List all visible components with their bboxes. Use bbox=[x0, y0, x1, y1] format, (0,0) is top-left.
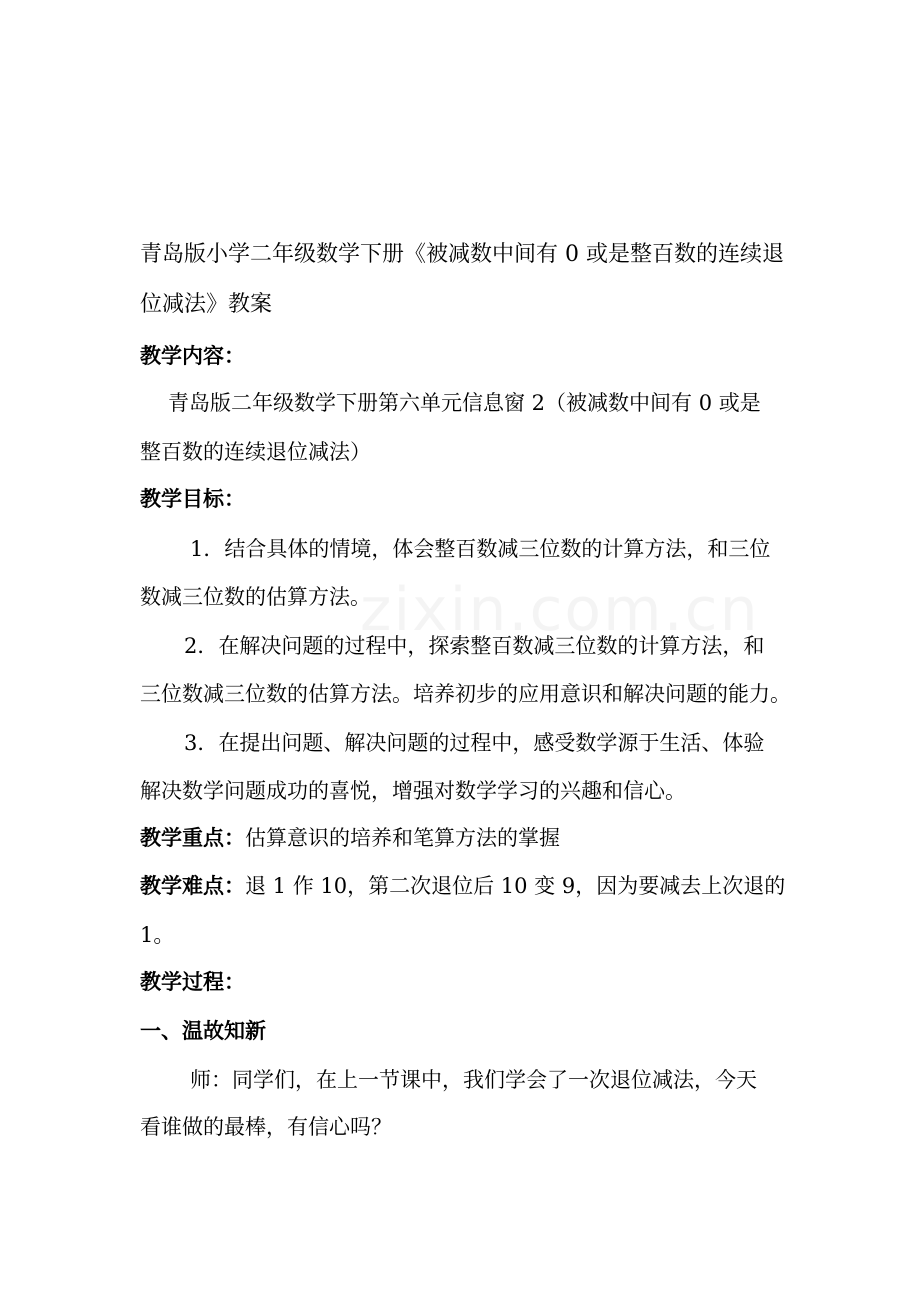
teaching-content-heading: 教学内容： bbox=[140, 343, 245, 368]
section-1-line-2: 看谁做的最棒，有信心吗？ bbox=[140, 1115, 392, 1139]
key-point-row bbox=[140, 823, 790, 853]
teaching-goals-heading: 教学目标： bbox=[140, 486, 245, 511]
goal-1-line-1: 1．结合具体的情境，体会整百数减三位数的计算方法，和三位 bbox=[190, 537, 771, 561]
goal-1-line-2: 数减三位数的估算方法。 bbox=[140, 585, 371, 609]
goal-3-line-1: 3．在提出问题、解决问题的过程中，感受数学源于生活、体验 bbox=[184, 731, 765, 755]
teaching-content-line-1: 青岛版二年级数学下册第六单元信息窗 2（被减数中间有 0 或是 bbox=[168, 391, 761, 415]
goal-3-line-2: 解决数学问题成功的喜悦，增强对数学学习的兴趣和信心。 bbox=[140, 779, 686, 803]
difficulty-row bbox=[140, 871, 790, 901]
section-1-heading: 一、温故知新 bbox=[140, 1018, 266, 1043]
key-point-text: 估算意识的培养和笔算方法的掌握 bbox=[245, 826, 560, 850]
teaching-process-heading: 教学过程： bbox=[140, 969, 245, 994]
document-title-line-1: 青岛版小学二年级数学下册《被减数中间有 0 或是整百数的连续退 bbox=[140, 242, 784, 267]
difficulty-label: 教学难点： bbox=[140, 873, 245, 898]
teaching-content-line-2: 整百数的连续退位减法） bbox=[140, 440, 371, 464]
goal-2-line-2: 三位数减三位数的估算方法。培养初步的应用意识和解决问题的能力。 bbox=[140, 682, 791, 706]
difficulty-text: 退 1 作 10，第二次退位后 10 变 9，因为要减去上次退的 bbox=[245, 874, 786, 898]
section-1-line-1: 师：同学们，在上一节课中，我们学会了一次退位减法，今天 bbox=[190, 1068, 757, 1092]
document-title-line-2: 位减法》教案 bbox=[140, 292, 273, 317]
difficulty-line-2: 1。 bbox=[140, 923, 175, 947]
key-point-label: 教学重点： bbox=[140, 825, 245, 850]
goal-2-line-1: 2．在解决问题的过程中，探索整百数减三位数的计算方法，和 bbox=[184, 634, 765, 658]
